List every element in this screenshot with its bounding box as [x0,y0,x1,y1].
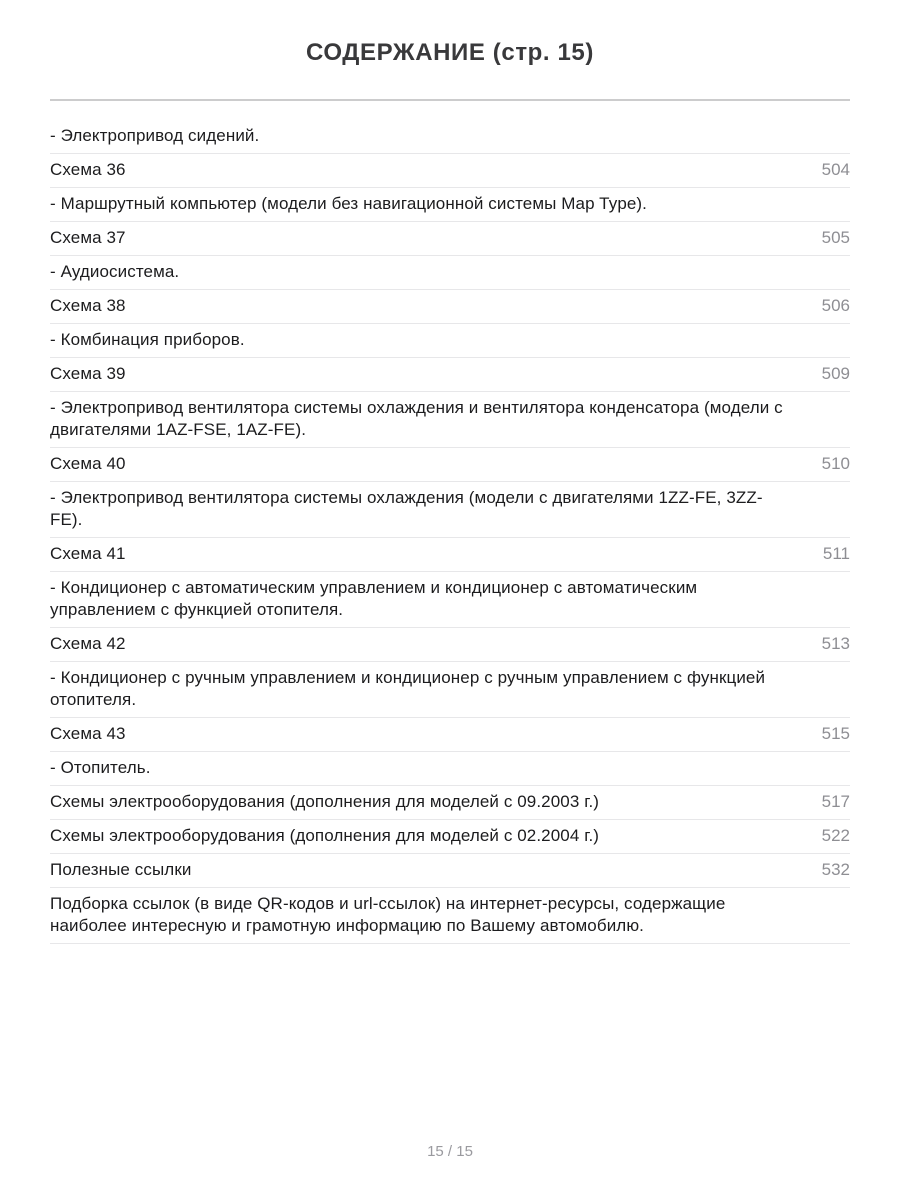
page-title: СОДЕРЖАНИЕ (стр. 15) [306,39,594,66]
toc-entry-page-number: 517 [821,792,850,811]
toc-entry-label: - Комбинация приборов. [50,330,245,349]
toc-list [50,120,850,944]
toc-entry-label: Схемы электрооборудования (дополнения для моделей с 09.2003 г.) [50,792,600,811]
toc-entry-label: Схема 40 [50,454,126,473]
toc-entry-label: Схема 43 [50,724,126,743]
page-indicator: 15 / 15 [427,1143,473,1160]
toc-description [50,392,850,448]
toc-entry[interactable] [50,854,850,888]
toc-entry-label: - Отопитель. [50,758,151,777]
toc-entry-page-number: 513 [821,634,850,653]
toc-entry[interactable] [50,290,850,324]
toc-entry[interactable] [50,718,850,752]
page-header [0,0,900,101]
toc-entry-label: Схема 39 [50,364,126,383]
toc-entry-label: - Электропривод вентилятора системы охлаждения (модели с двигателями 1ZZ-FE, 3ZZ-FE). [50,488,763,529]
toc-entry-page-number: 509 [821,364,850,383]
toc-entry-page-number: 515 [821,724,850,743]
toc-entry-page-number: 504 [821,160,850,179]
header-divider [50,99,850,101]
toc-description [50,752,850,786]
toc-entry-label: - Электропривод вентилятора системы охлаждения и вентилятора конденсатора (модели с двигателями 1AZ-FSE, 1AZ-FE). [50,398,783,439]
toc-entry-label: Схема 42 [50,634,126,653]
toc-entry[interactable] [50,358,850,392]
toc-entry[interactable] [50,222,850,256]
toc-entry-page-number: 532 [821,860,850,879]
toc-entry[interactable] [50,448,850,482]
toc-entry[interactable] [50,154,850,188]
toc-entry[interactable] [50,786,850,820]
toc-entry[interactable] [50,538,850,572]
page-footer [0,1143,900,1161]
toc-entry-page-number: 506 [821,296,850,315]
toc-entry-label: - Электропривод сидений. [50,126,260,145]
toc-description [50,188,850,222]
toc-entry-label: Схема 36 [50,160,126,179]
toc-entry-label: Подборка ссылок (в виде QR-кодов и url-ссылок) на интернет-ресурсы, содержащие наиболее интересную и грамотную информацию по Вашему автомобилю. [50,894,726,935]
toc-entry-label: Схема 38 [50,296,126,315]
toc-description [50,256,850,290]
toc-description [50,482,850,538]
toc-description [50,662,850,718]
toc-entry-label: - Маршрутный компьютер (модели без навигационной системы Map Type). [50,194,648,213]
toc-description [50,324,850,358]
toc-description [50,120,850,154]
toc-entry[interactable] [50,820,850,854]
toc-entry-page-number: 510 [821,454,850,473]
toc-entry-label: Схема 37 [50,228,126,247]
toc-entry-label: - Кондиционер с ручным управлением и кондиционер с ручным управлением с функцией отопителя. [50,668,766,709]
toc-entry-label: - Кондиционер с автоматическим управлением и кондиционер с автоматическим управлением с функцией отопителя. [50,578,698,619]
toc-entry-page-number: 522 [821,826,850,845]
toc-description [50,572,850,628]
toc-entry-label: Полезные ссылки [50,860,192,879]
toc-entry-label: - Аудиосистема. [50,262,180,281]
toc-entry-page-number: 511 [822,544,850,563]
toc-entry[interactable] [50,628,850,662]
toc-description [50,888,850,944]
toc-entry-page-number: 505 [821,228,850,247]
toc-entry-label: Схема 41 [50,544,126,563]
toc-entry-label: Схемы электрооборудования (дополнения для моделей с 02.2004 г.) [50,826,600,845]
